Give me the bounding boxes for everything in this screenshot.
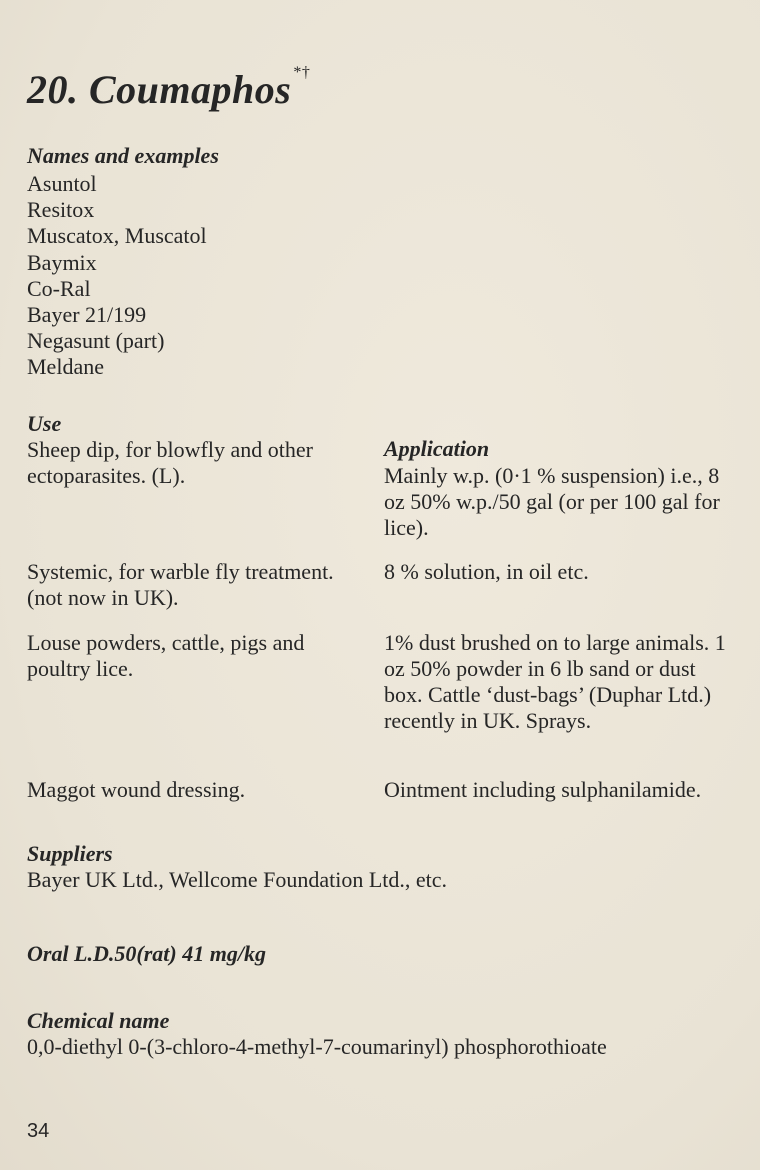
list-item: Bayer 21/199 — [27, 302, 147, 328]
list-item: Resitox — [27, 197, 95, 223]
names-heading: Names and examples — [27, 143, 219, 168]
application-sheep-dip: Mainly w.p. (0·1 % suspension) i.e., 8 oz 50% w.p./50 gal (or per 100 gal for lice). — [384, 463, 720, 540]
entry-number: 20. — [27, 67, 79, 112]
page-number: 34 — [27, 1120, 50, 1142]
suppliers-heading: Suppliers — [27, 841, 113, 866]
use-heading: Use — [27, 411, 62, 436]
list-item: Meldane — [27, 354, 104, 380]
compound-name: Coumaphos — [89, 67, 292, 112]
page-title — [27, 66, 310, 113]
use-systemic: Systemic, for warble fly treatment. (not now in UK). — [27, 559, 334, 610]
list-item: Muscatox, Muscatol — [27, 223, 207, 249]
use-sheep-dip: Sheep dip, for blowfly and other ectoparasites. (L). — [27, 437, 313, 488]
application-maggot-wound: Ointment including sulphanilamide. — [384, 777, 702, 802]
application-louse-powders: 1% dust brushed on to large animals. 1 oz 50% powder in 6 lb sand or dust box. Cattle ‘dust-bags’ (Duphar Ltd.) recently in UK. Sprays. — [384, 630, 726, 733]
application-heading: Application — [384, 436, 490, 461]
list-item: Negasunt (part) — [27, 328, 165, 354]
list-item: Asuntol — [27, 171, 97, 196]
use-maggot-wound: Maggot wound dressing. — [27, 777, 246, 802]
list-item: Co-Ral — [27, 275, 91, 301]
oral-ld50: Oral L.D.50(rat) 41 mg/kg — [27, 941, 266, 966]
application-systemic: 8 % solution, in oil etc. — [384, 559, 589, 584]
names-list — [27, 171, 207, 381]
use-louse-powders: Louse powders, cattle, pigs and poultry lice. — [27, 630, 305, 681]
suppliers-text: Bayer UK Ltd., Wellcome Foundation Ltd., etc. — [27, 867, 448, 892]
chemical-name: 0,0-diethyl 0-(3-chloro-4-methyl-7-coumarinyl) phosphorothioate — [27, 1034, 607, 1059]
footnote-marks: *† — [293, 64, 311, 81]
chemical-heading: Chemical name — [27, 1008, 170, 1033]
list-item: Baymix — [27, 249, 97, 275]
